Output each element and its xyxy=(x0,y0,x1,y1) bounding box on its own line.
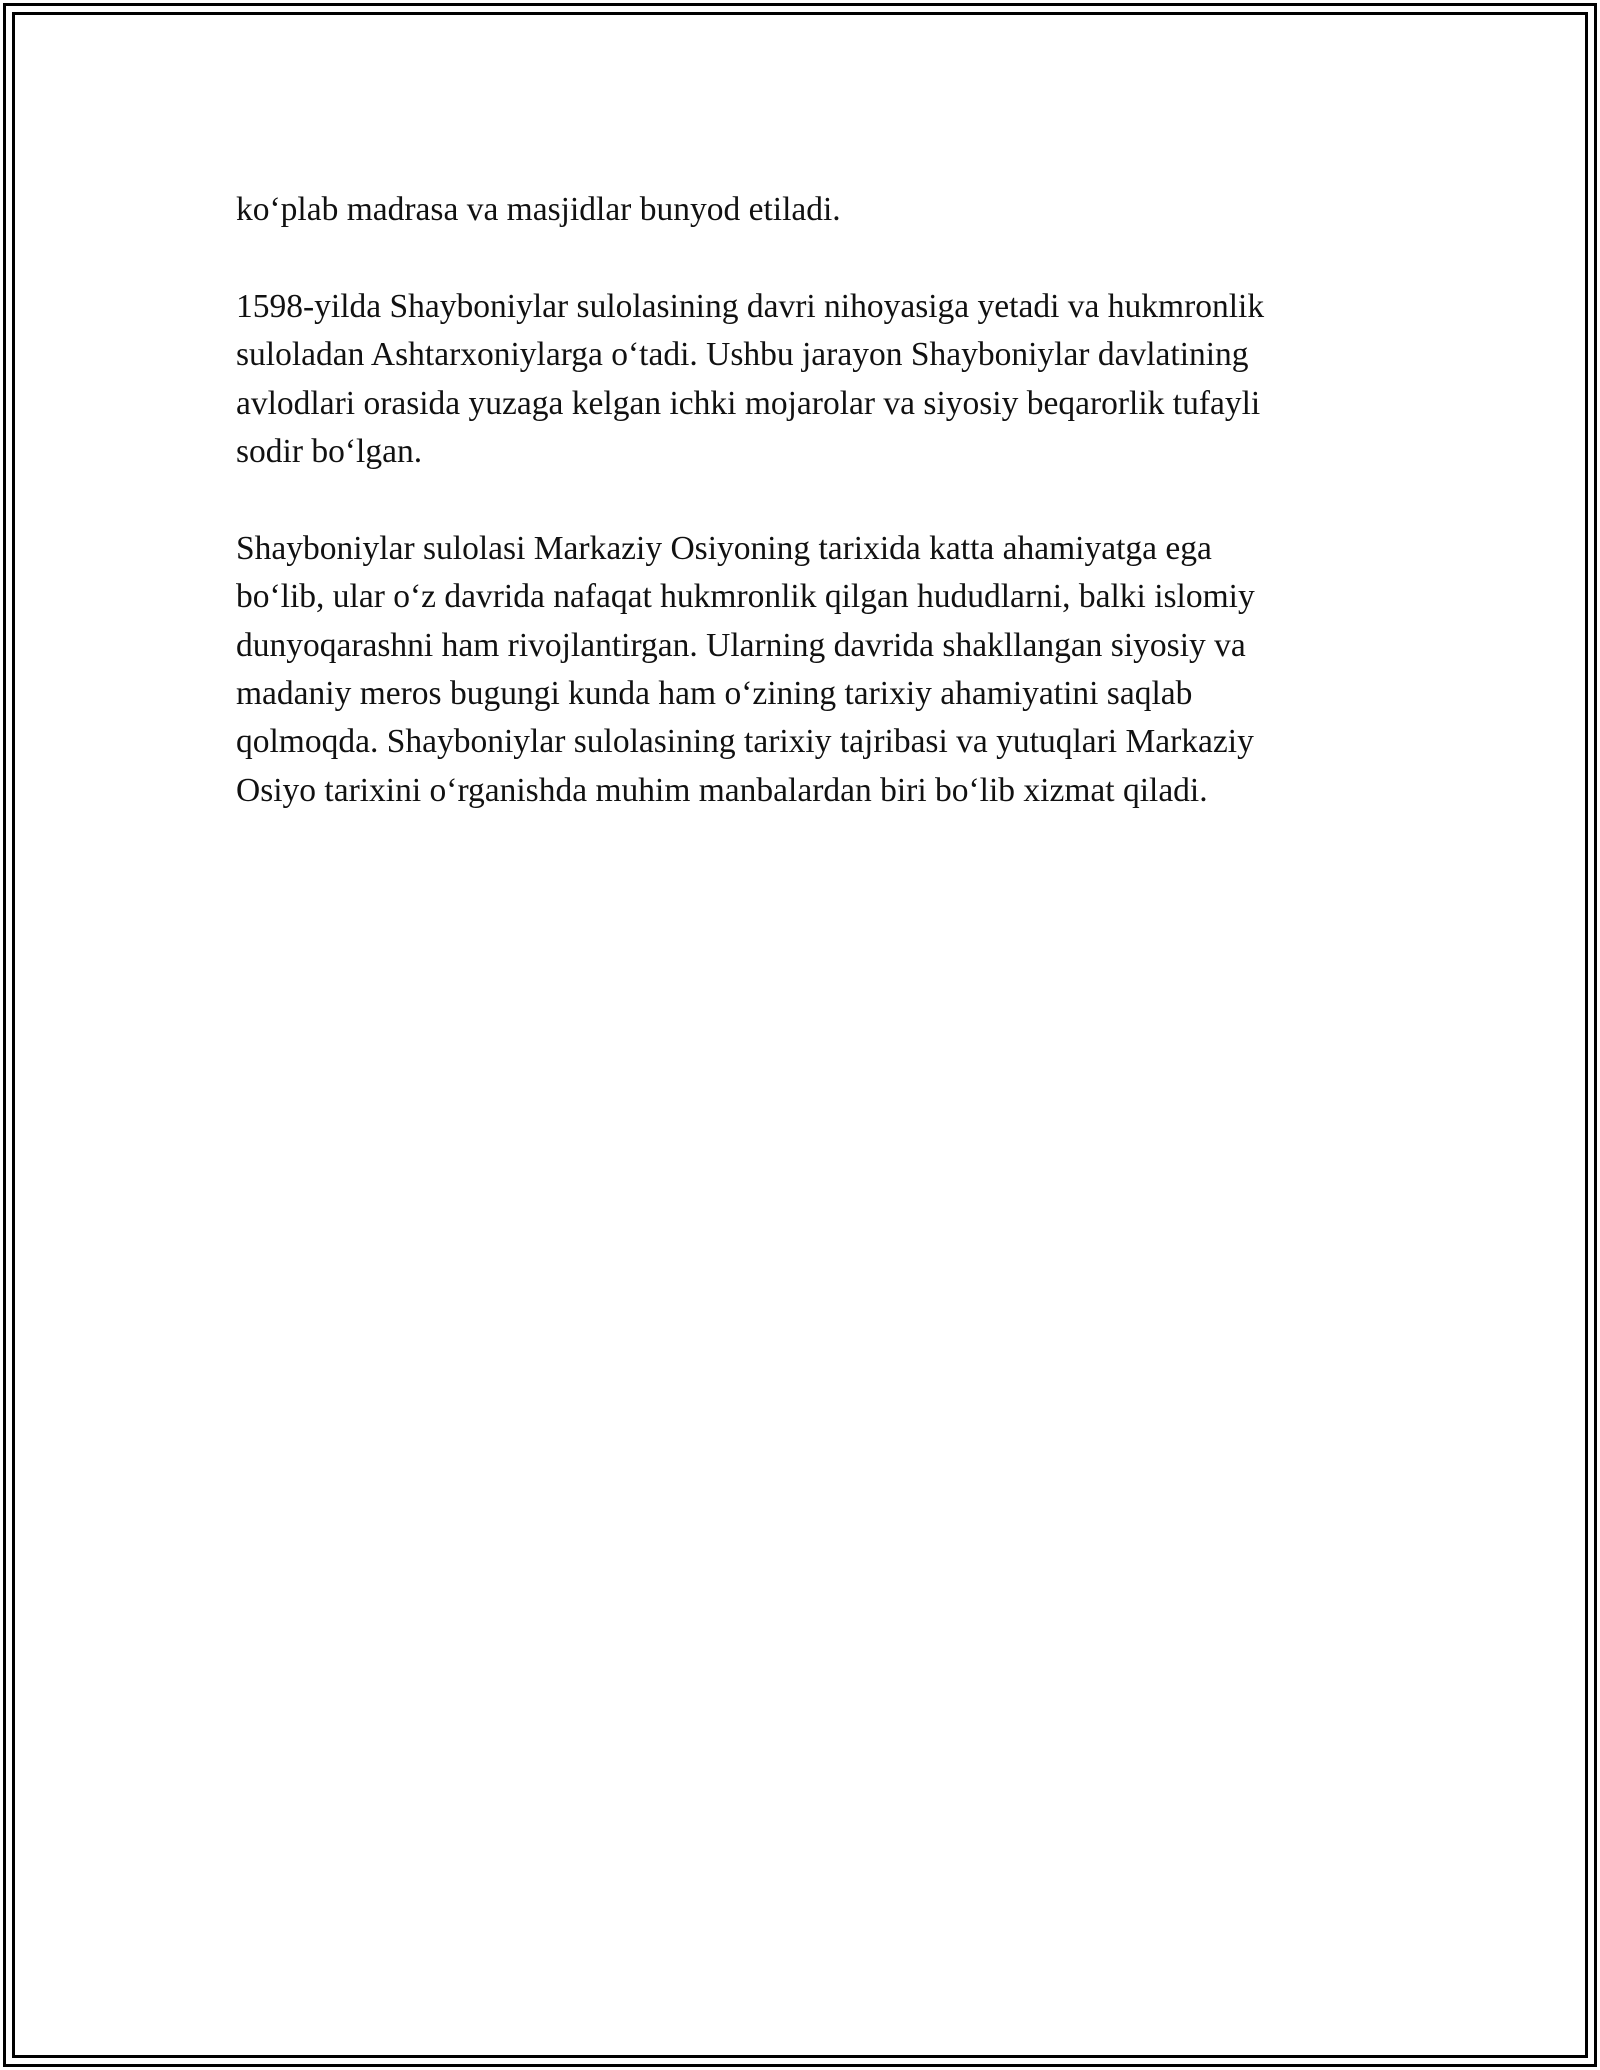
paragraph-1: ko‘plab madrasa va masjidlar bunyod etiladi. xyxy=(236,191,841,228)
paragraph-3: Shayboniylar sulolasi Markaziy Osiyoning tarixida katta ahamiyatga ega bo‘lib, ular o‘z davrida nafaqat hukmronlik qilgan hududlarni, balki islomiy dunyoqarashni ham rivojlantirgan. Ularning davrida shakllangan siyosiy va madaniy meros bugungi kunda ham o‘zining tarixiy ahamiyatini saqlab qolmoqda. Shayboniylar sulolasining tarixiy tajribasi va yutuqlari Markaziy Osiyo tarixini o‘rganishda muhim manbalardan biri bo‘lib xizmat qiladi. xyxy=(236,529,1255,809)
paragraph-2: 1598-yilda Shayboniylar sulolasining davri nihoyasiga yetadi va hukmronlik suloladan Ashtarxoniylarga o‘tadi. Ushbu jarayon Shayboniylar davlatining avlodlari orasida yuzaga kelgan ichki mojarolar va siyosiy beqarorlik tufayli sodir bo‘lgan. xyxy=(236,287,1265,471)
document-body xyxy=(236,186,1366,864)
